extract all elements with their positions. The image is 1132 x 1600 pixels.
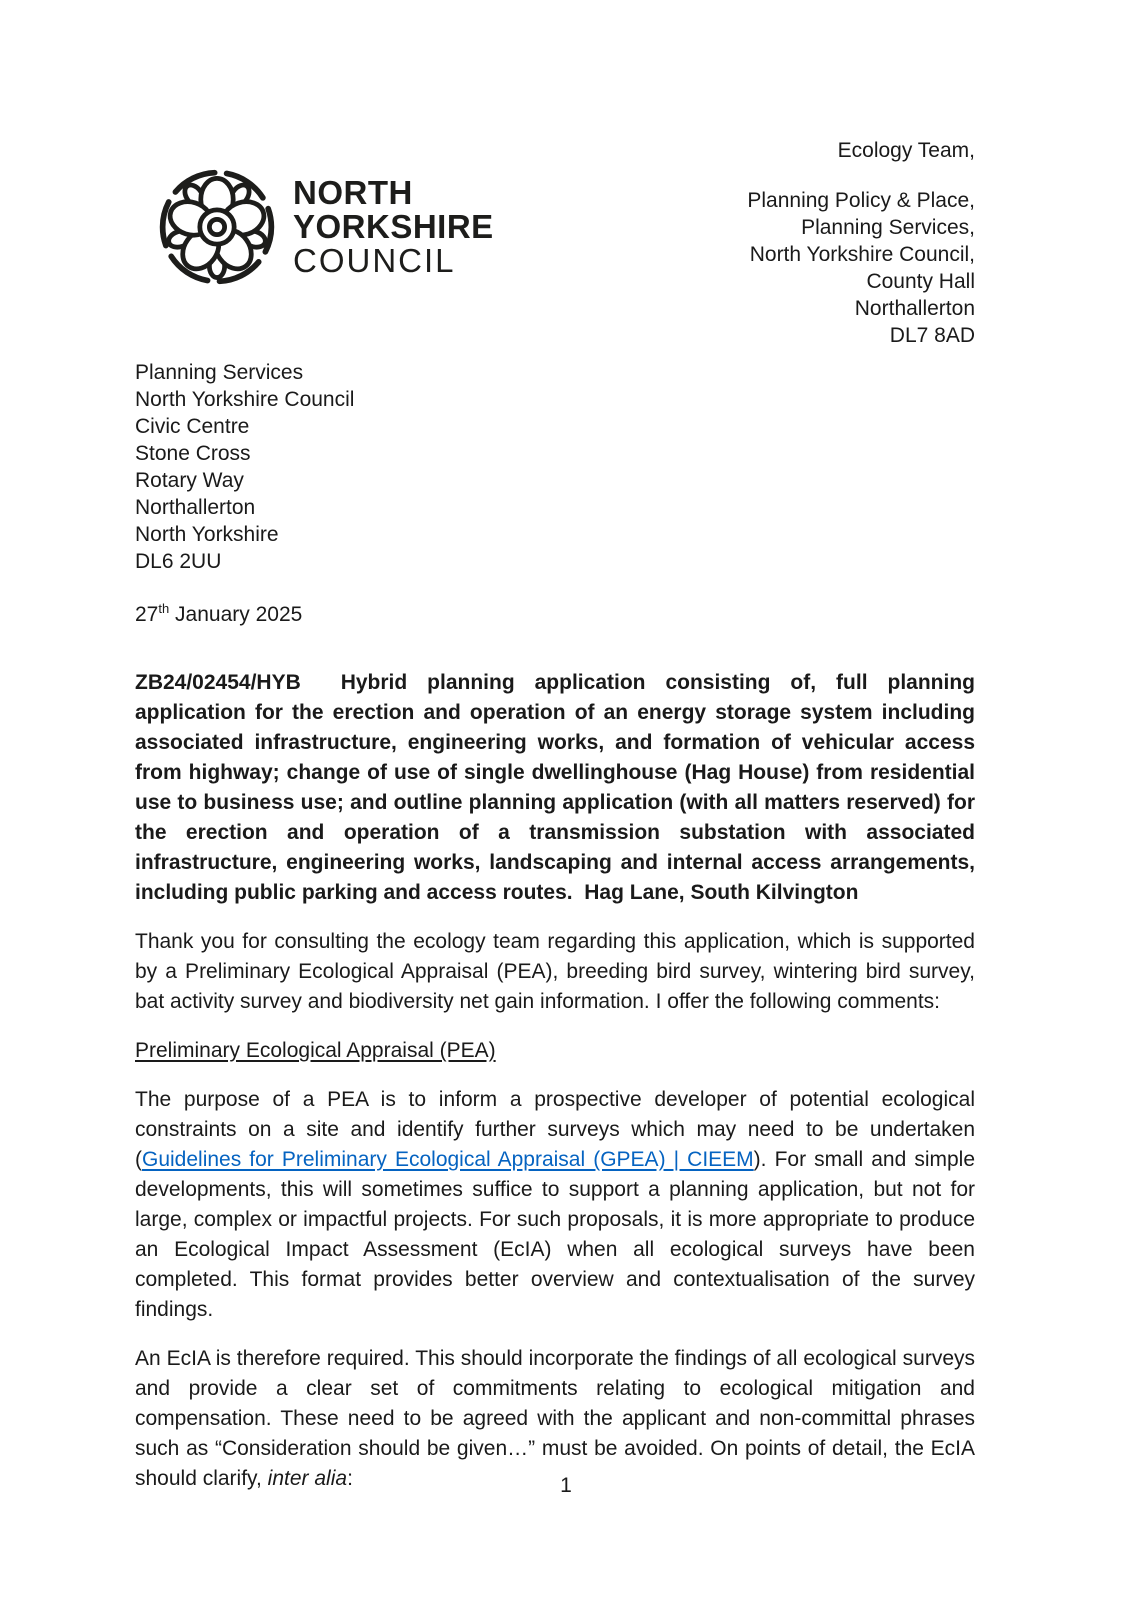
recipient-address [135,359,975,575]
sender-address-line: Northallerton [854,297,975,320]
recipient-address-line: DL6 2UU [135,550,222,573]
recipient-address-line: North Yorkshire [135,523,279,546]
north-yorkshire-council-logo [155,165,494,289]
logo-line-yorkshire: YORKSHIRE [293,208,494,245]
date-rest: January 2025 [169,603,303,626]
logo-line-north: NORTH [293,174,413,211]
recipient-address-line: Planning Services [135,361,304,384]
page-number: 1 [560,1474,572,1497]
logo-wordmark [293,176,494,278]
sender-address-line: Ecology Team, [837,139,975,162]
logo-line-council: COUNCIL [293,242,456,279]
ecia-text-end: : [347,1467,353,1490]
sender-address-line: Planning Services, [801,216,975,239]
sender-address-line: Planning Policy & Place, [747,189,975,212]
letterhead [135,137,975,349]
gpea-cieem-guidelines-link[interactable]: Guidelines for Preliminary Ecological Appraisal (GPEA) | CIEEM [142,1148,754,1171]
pea-text-before-link: The purpose of a PEA is to inform a prospective developer of potential ecological constraints on a site and identify further surveys which may need to be undertaken ( [135,1088,975,1171]
date-day: 27 [135,603,159,626]
sender-address-line: County Hall [866,270,975,293]
recipient-address-line: Rotary Way [135,469,244,492]
subject-text: Hybrid planning application consisting of, full planning application for the erection and operation of an energy storage system including associated infrastructure, engineering works, and formation of vehicular access from highway; change of use of single dwellinghouse (Hag House) from residential use to business use; and outline planning application (with all matters reserved) for the erection and operation of a transmission substation with associated infrastructure, engineering works, landscaping and internal access arrangements, including public parking and access routes. Hag Lane, South Kilvington [135,671,975,904]
recipient-address-line: North Yorkshire Council [135,388,355,411]
letter-date [135,601,975,628]
ecia-paragraph [135,1344,975,1494]
application-reference: ZB24/02454/HYB [135,671,341,694]
pea-text-after-link: ). For small and simple developments, this will sometimes suffice to support a planning application, but not for large, complex or impactful projects. For such proposals, it is more appropriate to produce an Ecological Impact Assessment (EcIA) when all ecological surveys have been completed. This format provides better overview and contextualisation of the survey findings. [135,1148,976,1321]
ecia-text: An EcIA is therefore required. This should incorporate the findings of all ecological surveys and provide a clear set of commitments relating to ecological mitigation and compensation. These need to be agreed with the applicant and non-committal phrases such as “Consideration should be given…” must be avoided. On points of detail, the EcIA should clarify, [135,1347,975,1490]
recipient-address-line: Northallerton [135,496,256,519]
sender-address-line: DL7 8AD [889,324,975,347]
recipient-address-line: Stone Cross [135,442,251,465]
yorkshire-rose-icon [155,165,279,289]
subject-paragraph [135,668,975,908]
pea-paragraph [135,1085,975,1325]
recipient-address-line: Civic Centre [135,415,250,438]
date-ordinal-suffix: th [158,601,170,616]
pea-section-heading: Preliminary Ecological Appraisal (PEA) [135,1039,496,1062]
sender-address-line: North Yorkshire Council, [749,243,975,266]
intro-paragraph: Thank you for consulting the ecology team regarding this application, which is supported by a Preliminary Ecological Appraisal (PEA), breeding bird survey, wintering bird survey, bat activity survey and biodiversity net gain information. I offer the following comments: [135,930,975,1013]
inter-alia-phrase: inter alia [267,1467,348,1490]
